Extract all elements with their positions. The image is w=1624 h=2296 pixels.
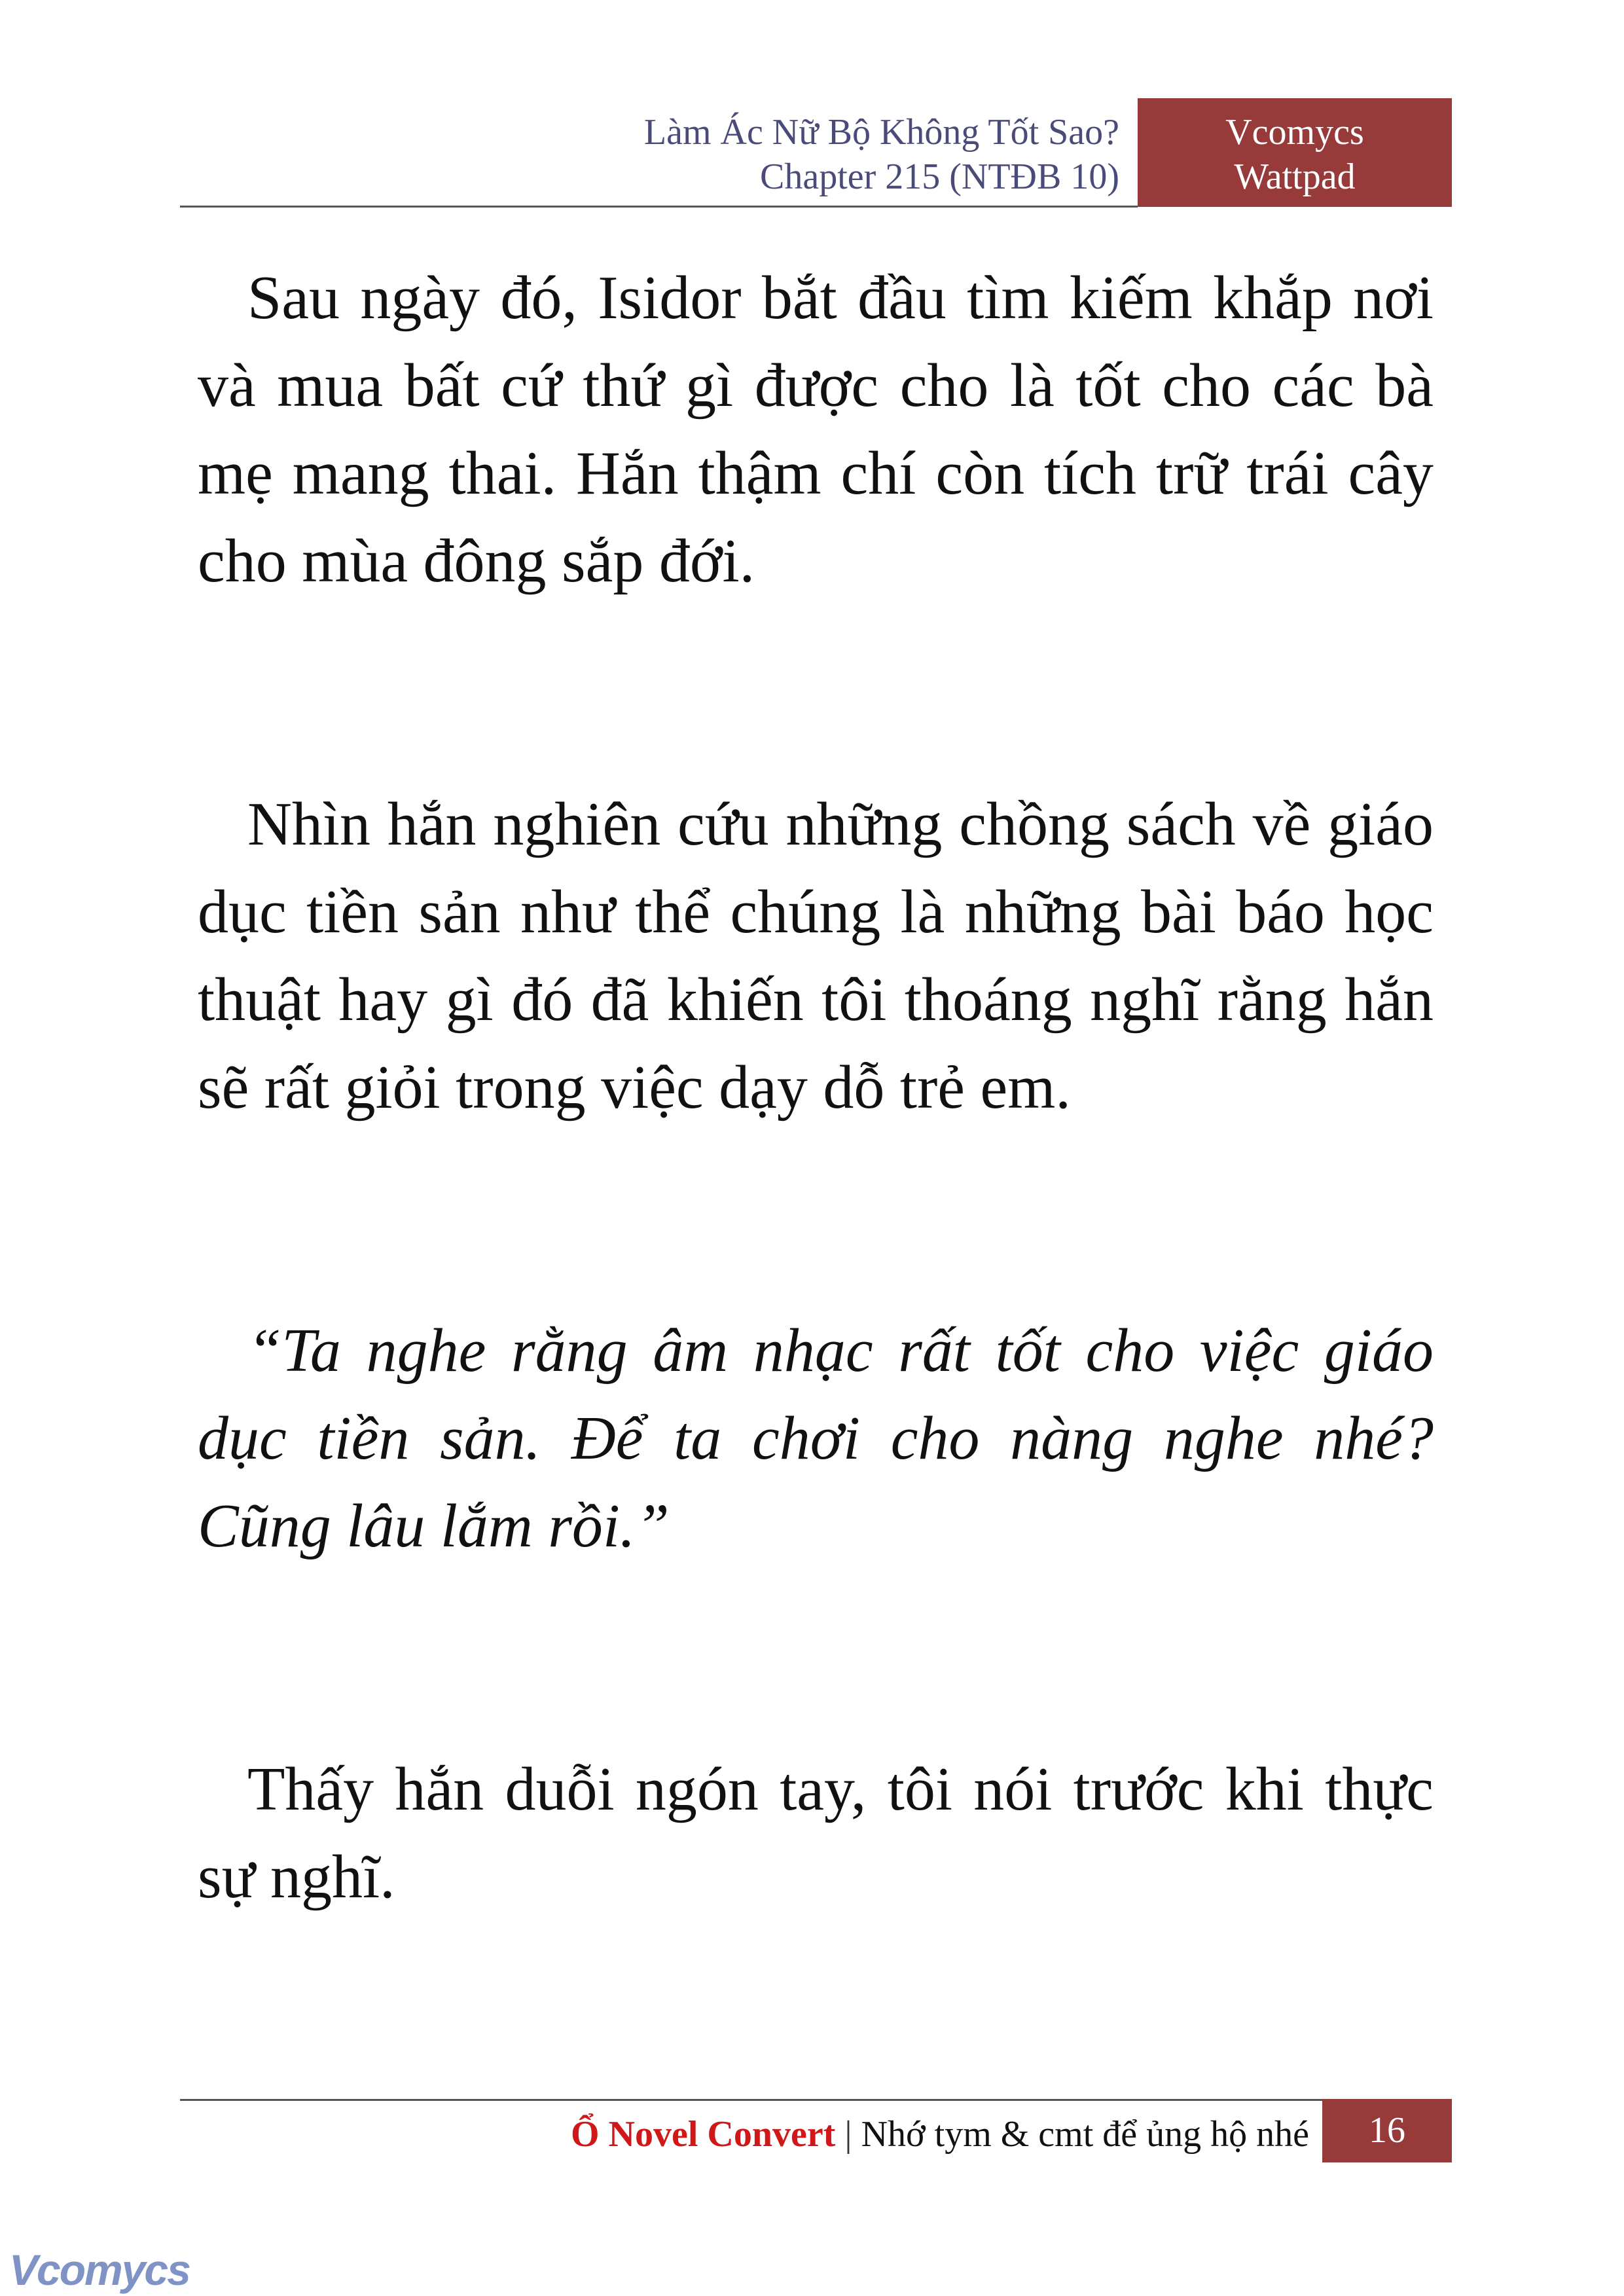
footer-message: Nhớ tym & cmt để ủng hộ nhé [861,2114,1309,2155]
paragraph-gap [198,1131,1434,1307]
footer-note [458,2111,1309,2157]
paragraph: Thấy hắn duỗi ngón tay, tôi nói trước khi thực sự nghĩ. [198,1755,1434,1911]
source-platform: Wattpad [1234,156,1356,197]
paragraph-gap [198,605,1434,780]
book-title: Làm Ác Nữ Bộ Không Tốt Sao? [643,112,1119,153]
paragraph-gap [198,1570,1434,1745]
header-divider [180,206,1138,208]
footer-separator: | [844,2114,852,2155]
watermark-logo: Vcomycs [9,2246,190,2294]
chapter-body [198,254,1434,1921]
paragraph: Nhìn hắn nghiên cứu những chồng sách về giáo dục tiền sản như thể chúng là những bài báo học thuật hay gì đó đã khiến tôi thoáng nghĩ rằng hắn sẽ rất giỏi trong việc dạy dỗ trẻ em. [198,790,1434,1121]
page-number: 16 [1322,2099,1452,2162]
paragraph: Sau ngày đó, Isidor bắt đầu tìm kiếm khắp nơi và mua bất cứ thứ gì được cho là tốt cho các bà mẹ mang thai. Hắn thậm chí còn tích trữ trái cây cho mùa đông sắp đới. [198,264,1434,595]
source-badge [1138,98,1452,207]
dialogue-paragraph: “Ta nghe rằng âm nhạc rất tốt cho việc giáo dục tiền sản. Để ta chơi cho nàng nghe nhé? Cũng lâu lắm rồi.” [198,1317,1434,1560]
chapter-title: Chapter 215 (NTĐB 10) [759,156,1119,197]
running-header [458,110,1119,199]
source-name: Vcomycs [1225,112,1364,153]
footer-brand: Ổ Novel Convert [571,2114,836,2155]
footer-divider [180,2099,1322,2101]
